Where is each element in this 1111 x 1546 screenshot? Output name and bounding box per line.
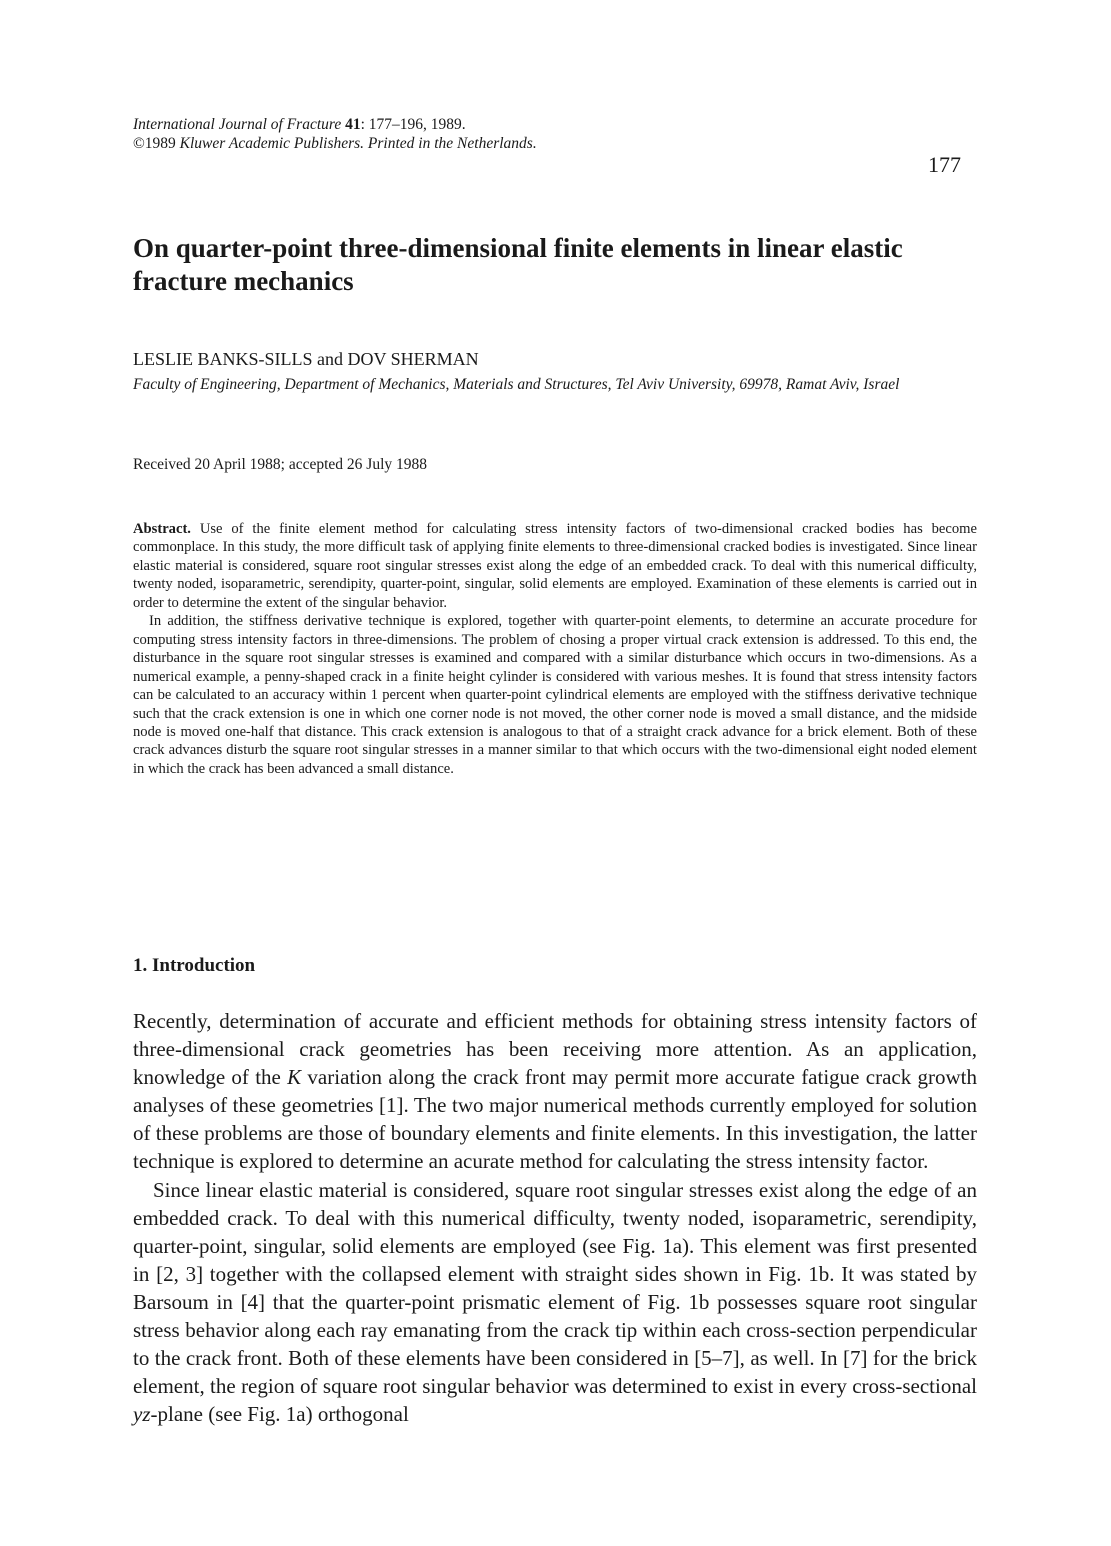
abstract-paragraph: In addition, the stiffness derivative technique is explored, together with quarter-point elements, to determine an accurate procedure for computing stress intensity factors in three-dimensions. The problem of chosing a proper virtual crack extension is addressed. To this end, the disturbance in the square root singular stresses is examined and compared with a similar disturbance which occurs in two-dimensions. As a numerical example, a penny-shaped crack in a finite height cylinder is considered with various meshes. It is found that stress intensity factors can be calculated to an accuracy within 1 percent when quarter-point cylindrical elements are employed with the stiffness derivative technique such that the crack extension is one in which one corner node is not moved, the other corner node is moved a small distance, and the midside node is moved one-half that distance. This crack extension is analogous to that of a straight crack advance for a brick element. Both of these crack advances disturb the square root singular stresses in a manner similar to that which occurs with the two-dimensional eight noded element in which the crack has been advanced a small distance. (133, 613, 977, 777)
journal-volume: 41 (345, 116, 361, 133)
body-symbol: yz (133, 1402, 151, 1427)
abstract (133, 520, 977, 778)
body-text: variation along the crack front may permit more accurate fatigue crack growth analyses of these geometries [1]. The two major numerical methods currently employed for solution of these problems are those of boundary elements and finite elements. In this investigation, the latter technique is explored to determine an acurate method for calculating the stress intensity factor. (133, 1065, 977, 1174)
copyright-line (133, 134, 537, 153)
body-paragraph (133, 1007, 977, 1176)
abstract-paragraph (133, 520, 977, 612)
body-text: Since linear elastic material is considered, square root singular stresses exist along the edge of an embedded crack. To deal with this numerical difficulty, twenty noded, isoparametric, serendipity, quarter-point, singular, solid elements are employed (see Fig. 1a). This element was first presented in [2, 3] together with the collapsed element with straight sides shown in Fig. 1b. It was stated by Barsoum in [4] that the quarter-point prismatic element of Fig. 1b possesses square root singular stress behavior along each ray emanating from the crack tip within each cross-section perpendicular to the crack front. Both of these elements have been considered in [5–7], as well. In [7] for the brick element, the region of square root singular behavior was determined to exist in every cross-sectional (133, 1177, 977, 1399)
author-affiliation: Faculty of Engineering, Department of Mechanics, Materials and Structures, Tel Aviv University, 69978, Ramat Aviv, Israel (133, 376, 900, 393)
paper-title: On quarter-point three-dimensional finite elements in linear elastic fracture mechanics (133, 233, 903, 296)
introduction-body (133, 1007, 977, 1428)
copyright-symbol: © (133, 135, 145, 152)
received-date: Received 20 April 1988; accepted 26 July 1988 (133, 456, 428, 473)
body-paragraph (133, 1176, 977, 1429)
abstract-text: Use of the finite element method for calculating stress intensity factors of two-dimensional cracked bodies has become commonplace. In this study, the more difficult task of applying finite elements to three-dimensional cracked bodies is investigated. Since linear elastic material is considered, square root singular stresses exist along the edge of an embedded crack. To deal with this numerical difficulty, twenty noded, isoparametric, serendipity, quarter-point, singular, solid elements are employed. Examination of these elements is carried out in order to determine the extent of the singular behavior. (133, 521, 977, 611)
journal-header (133, 115, 537, 153)
body-text: -plane (see Fig. 1a) orthogonal (150, 1402, 409, 1427)
body-text: Recently, determination of accurate and efficient methods for obtaining stress intensity factors of three-dimensional crack geometries has been receiving more attention. As an application, knowledge of the (133, 1009, 977, 1090)
journal-name: International Journal of Fracture (133, 116, 342, 133)
copyright-year: 1989 (144, 135, 176, 152)
abstract-label: Abstract. (133, 521, 191, 537)
journal-pages-year: : 177–196, 1989. (360, 116, 466, 133)
author-list: LESLIE BANKS-SILLS and DOV SHERMAN (133, 349, 479, 369)
body-symbol: K (287, 1065, 302, 1090)
page-number: 177 (928, 152, 961, 177)
section-heading-introduction: 1. Introduction (133, 955, 256, 976)
publisher: Kluwer Academic Publishers. Printed in the Netherlands. (179, 135, 537, 152)
journal-citation (133, 115, 537, 134)
